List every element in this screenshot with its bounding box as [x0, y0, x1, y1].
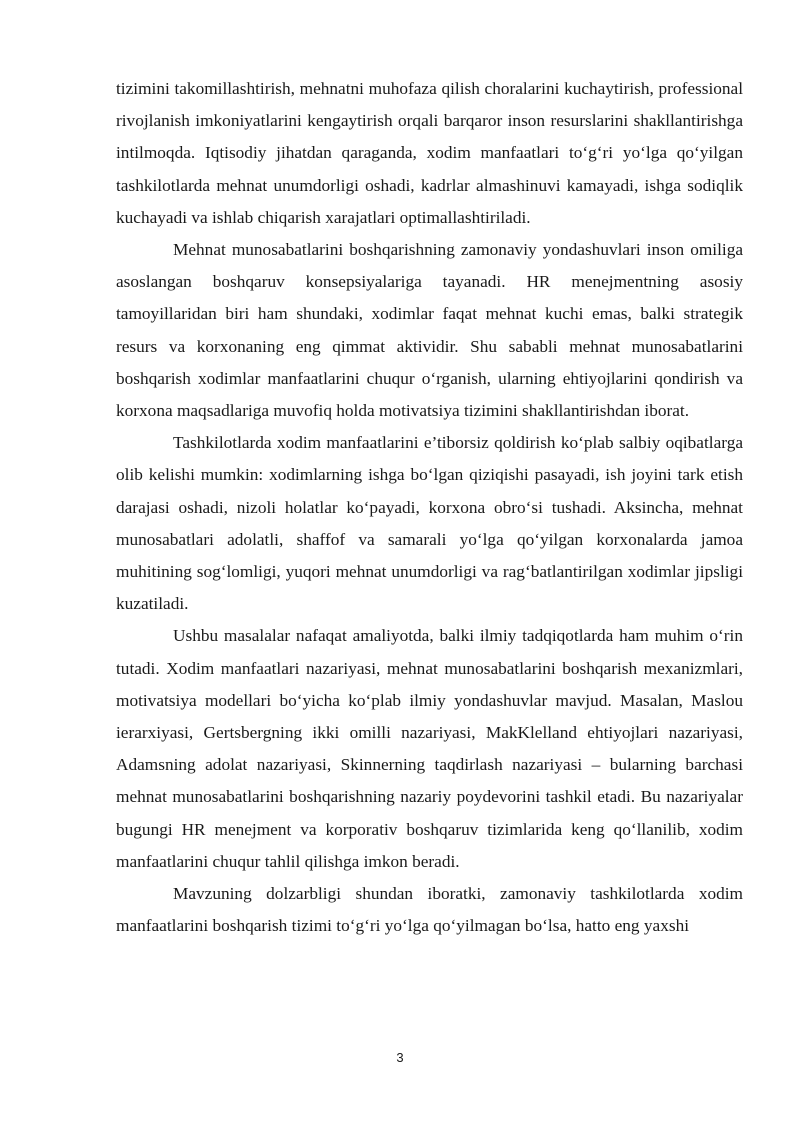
paragraph: Mehnat munosabatlarini boshqarishning zamonaviy yondashuvlari inson omiliga asoslangan boshqaruv konsepsiyalariga tayanadi. HR menejmentning asosiy tamoyillaridan biri ham shundaki, xodimlar faqat mehnat kuchi emas, balki strategik resurs va korxonaning eng qimmat aktividir. Shu sababli mehnat munosabatlarini boshqarish xodimlar manfaatlarini chuqur o‘rganish, ularning ehtiyojlarini qondirish va korxona maqsadlariga muvofiq holda motivatsiya tizimini shakllantirishdan iborat.: [116, 240, 743, 421]
paragraph: Tashkilotlarda xodim manfaatlarini e’tiborsiz qoldirish ko‘plab salbiy oqibatlarga olib kelishi mumkin: xodimlarning ishga bo‘lgan qiziqishi pasayadi, ish joyini tark etish darajasi oshadi, nizoli holatlar ko‘payadi, korxona obro‘si tushadi. Aksincha, mehnat munosabatlari adolatli, shaffof va samarali yo‘lga qo‘yilgan korxonalarda jamoa muhitining sog‘lomligi, yuqori mehnat unumdorligi va rag‘batlantirilgan xodimlar jipsligi kuzatiladi.: [116, 433, 743, 614]
paragraph: Mavzuning dolzarbligi shundan iboratki, zamonaviy tashkilotlarda xodim manfaatlarini boshqarish tizimi to‘g‘ri yo‘lga qo‘yilmagan bo‘lsa, hatto eng yaxshi: [116, 884, 743, 936]
paragraph: Ushbu masalalar nafaqat amaliyotda, balki ilmiy tadqiqotlarda ham muhim o‘rin tutadi. Xodim manfaatlari nazariyasi, mehnat munosabatlarini boshqarish mexanizmlari, motivatsiya modellari bo‘yicha ko‘plab ilmiy yondashuvlar mavjud. Masalan, Maslou ierarxiyasi, Gertsbergning ikki omilli nazariyasi, MakKlelland ehtiyojlari nazariyasi, Adamsning adolat nazariyasi, Skinnerning taqdirlash nazariyasi – bularning barchasi mehnat munosabatlarini boshqarishning nazariy poydevorini tashkil etadi. Bu nazariyalar bugungi HR menejment va korporativ boshqaruv tizimlarida keng qo‘llanilib, xodim manfaatlarini chuqur tahlil qilishga imkon beradi.: [116, 626, 743, 871]
paragraph-continuation: tizimini takomillashtirish, mehnatni muhofaza qilish choralarini kuchaytirish, professional rivojlanish imkoniyatlarini kengaytirish orqali barqaror inson resurslarini shakllantirishga intilmoqda. Iqtisodiy jihatdan qaraganda, xodim manfaatlari to‘g‘ri yo‘lga qo‘yilgan tashkilotlarda mehnat unumdorligi oshadi, kadrlar almashinuvi kamayadi, ishga sodiqlik kuchayadi va ishlab chiqarish xarajatlari optimallashtiriladi.: [116, 79, 743, 227]
document-body: [116, 73, 743, 942]
page-number: 3: [396, 1050, 404, 1065]
